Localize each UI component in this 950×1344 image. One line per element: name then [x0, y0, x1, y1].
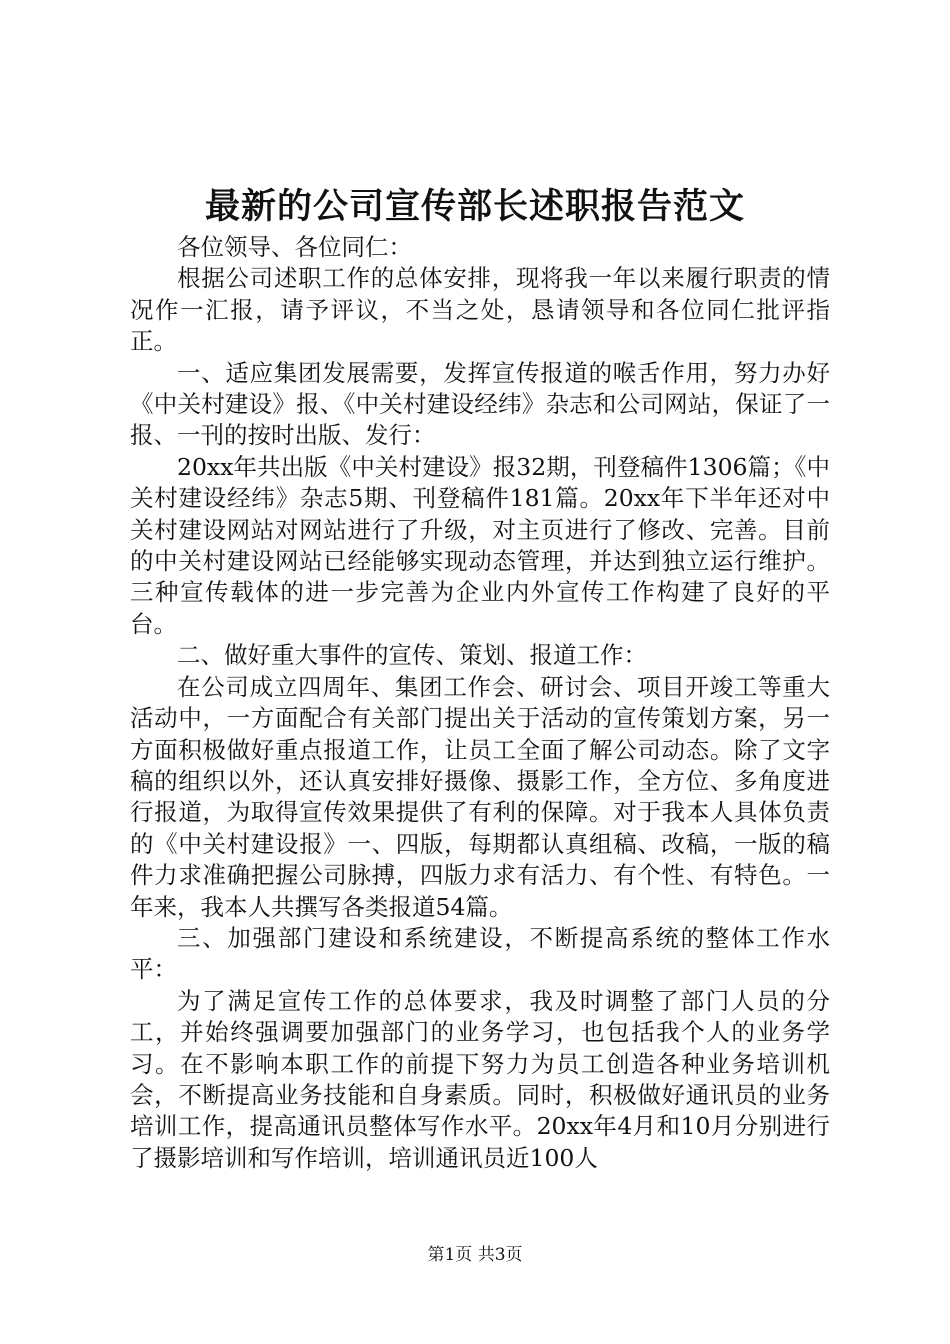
section-three-paragraph: 为了满足宣传工作的总体要求，我及时调整了部门人员的分工，并始终强调要加强部门的业务学习，也包括我个人的业务学习。在不影响本职工作的前提下努力为员工创造各种业务培训机会，不断提高业务技能和自身素质。同时，积极做好通讯员的业务培训工作，提高通讯员整体写作水平。20xx年4月和10月分别进行了摄影培训和写作培训，培训通讯员近100人	[130, 986, 830, 1172]
document-title: 最新的公司宣传部长述职报告范文	[204, 186, 745, 227]
salutation-paragraph: 各位领导、各位同仁：	[177, 233, 412, 261]
section-one-heading: 一、适应集团发展需要，发挥宣传报道的喉舌作用，努力办好《中关村建设》报、《中关村建设经纬》杂志和公司网站，保证了一报、一刊的按时出版、发行：	[130, 358, 830, 450]
section-two-paragraph: 在公司成立四周年、集团工作会、研讨会、项目开竣工等重大活动中，一方面配合有关部门提出关于活动的宣传策划方案，另一方面积极做好重点报道工作，让员工全面了解公司动态。除了文字稿的组织以外，还认真安排好摄像、摄影工作，全方位、多角度进行报道，为取得宣传效果提供了有利的保障。对于我本人具体负责的《中关村建设报》一、四版，每期都认真组稿、改稿，一版的稿件力求准确把握公司脉搏，四版力求有活力、有个性、有特色。一年来，我本人共撰写各类报道54篇。	[130, 672, 830, 921]
document-body	[130, 232, 830, 1174]
section-one-paragraph: 20xx年共出版《中关村建设》报32期，刊登稿件1306篇；《中关村建设经纬》杂志5期、刊登稿件181篇。20xx年下半年还对中关村建设网站对网站进行了升级，对主页进行了修改、完善。目前的中关村建设网站已经能够实现动态管理，并达到独立运行维护。三种宣传载体的进一步完善为企业内外宣传工作构建了良好的平台。	[130, 452, 830, 638]
section-three-heading: 三、加强部门建设和系统建设，不断提高系统的整体工作水平：	[130, 923, 830, 984]
intro-paragraph: 根据公司述职工作的总体安排，现将我一年以来履行职责的情况作一汇报，请予评议，不当之处，恳请领导和各位同仁批评指正。	[130, 264, 830, 356]
section-two-heading: 二、做好重大事件的宣传、策划、报道工作：	[177, 641, 647, 670]
page-number-footer: 第1页 共3页	[427, 1245, 523, 1265]
